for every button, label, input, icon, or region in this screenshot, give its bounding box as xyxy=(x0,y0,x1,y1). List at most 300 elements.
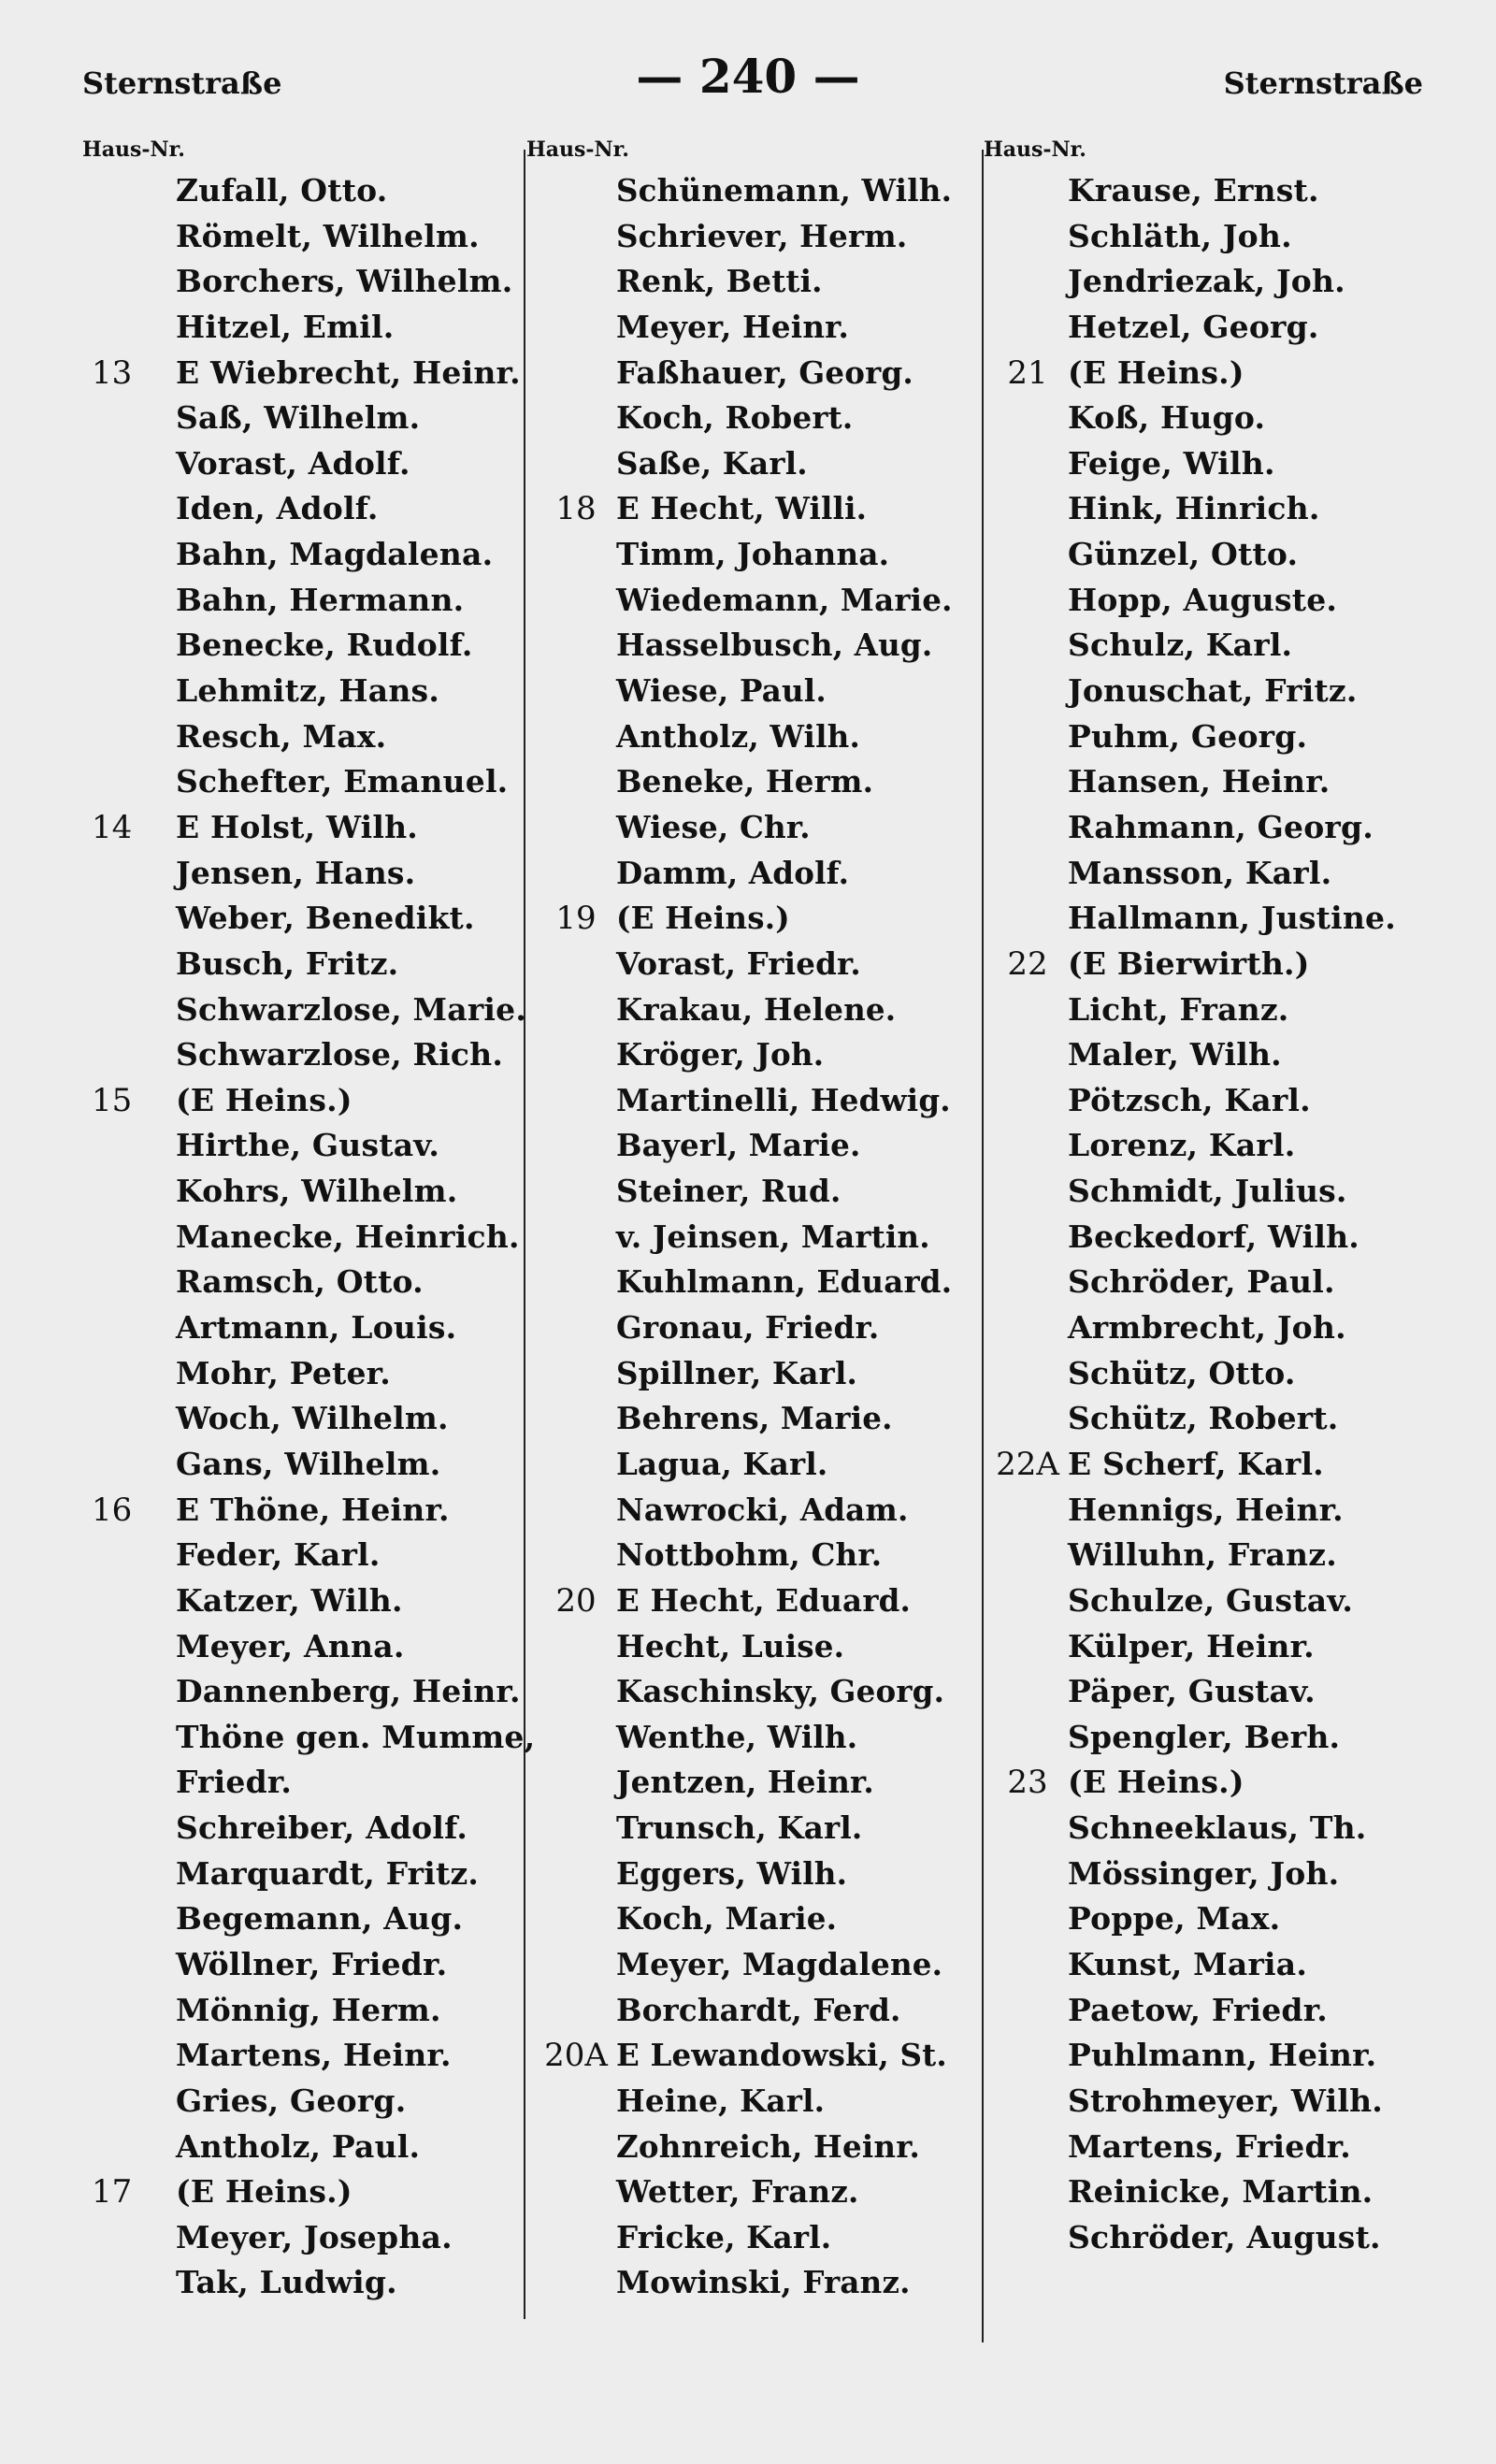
directory-entry xyxy=(987,1947,1446,1993)
directory-entry xyxy=(536,992,980,1038)
resident-name: Meyer, Anna. xyxy=(176,1627,405,1664)
resident-name: Hansen, Heinr. xyxy=(1068,763,1331,800)
resident-name: Saß, Wilhelm. xyxy=(176,399,421,437)
resident-name: Faßhauer, Georg. xyxy=(616,353,913,391)
directory-entry xyxy=(536,1810,980,1856)
directory-entry xyxy=(82,2129,529,2175)
resident-name: Schröder, Paul. xyxy=(1068,1263,1335,1301)
resident-name: Schwarzlose, Marie. xyxy=(176,990,527,1028)
directory-entry xyxy=(82,2220,529,2266)
resident-name: Meyer, Heinr. xyxy=(616,308,850,345)
resident-name: Schläth, Joh. xyxy=(1068,217,1292,254)
resident-name: Benecke, Rudolf. xyxy=(176,627,473,664)
resident-name: Hirthe, Gustav. xyxy=(176,1127,440,1164)
resident-name: Renk, Betti. xyxy=(616,263,823,300)
resident-name: Strohmeyer, Wilh. xyxy=(1068,2082,1383,2119)
resident-name: E Holst, Wilh. xyxy=(176,808,419,845)
resident-name: Borchers, Wilhelm. xyxy=(176,263,513,300)
resident-name: Gans, Wilhelm. xyxy=(176,1445,441,1482)
resident-name: (E Heins.) xyxy=(1068,353,1244,391)
resident-name: Artmann, Louis. xyxy=(176,1309,457,1347)
house-number: 16 xyxy=(92,1491,133,1529)
directory-entry xyxy=(536,491,980,537)
resident-name: Steiner, Rud. xyxy=(616,1173,842,1210)
resident-name: Reinicke, Martin. xyxy=(1068,2173,1374,2211)
directory-entry xyxy=(82,355,529,401)
directory-entry xyxy=(536,627,980,673)
resident-name: Gronau, Friedr. xyxy=(616,1309,880,1347)
directory-entry xyxy=(536,1219,980,1265)
directory-entry xyxy=(987,1674,1446,1720)
resident-name: Timm, Johanna. xyxy=(616,536,890,573)
directory-entry xyxy=(82,1447,529,1492)
directory-column-1 xyxy=(82,136,536,2311)
column-divider xyxy=(982,150,984,2342)
directory-entry xyxy=(536,764,980,810)
directory-entry xyxy=(82,1718,536,1765)
resident-name: Kuhlmann, Eduard. xyxy=(616,1263,953,1301)
directory-entry xyxy=(536,2038,980,2083)
directory-entry xyxy=(82,1356,529,1402)
resident-name: Wöllner, Friedr. xyxy=(176,1945,448,1982)
resident-name: Katzer, Wilh. xyxy=(176,1581,403,1619)
directory-entry xyxy=(987,1629,1446,1675)
resident-name: Krakau, Helene. xyxy=(616,990,897,1028)
directory-entry xyxy=(536,946,980,992)
resident-name: Kohrs, Wilhelm. xyxy=(176,1173,458,1210)
resident-name: Lorenz, Karl. xyxy=(1068,1127,1296,1164)
resident-name: Schünemann, Wilh. xyxy=(616,172,953,209)
house-number-label: Haus-Nr. xyxy=(984,137,1086,162)
resident-name: v. Jeinsen, Martin. xyxy=(616,1218,930,1255)
directory-entry xyxy=(987,1401,1446,1447)
directory-entry xyxy=(536,2220,980,2266)
directory-entry xyxy=(82,627,529,673)
resident-name: Zohnreich, Heinr. xyxy=(616,2127,921,2165)
directory-entry xyxy=(536,2129,980,2175)
directory-entry xyxy=(82,1264,529,1310)
resident-name: Hopp, Auguste. xyxy=(1068,581,1338,618)
resident-name: Külper, Heinr. xyxy=(1068,1627,1315,1664)
directory-entry xyxy=(987,1447,1446,1492)
resident-name: Vorast, Adolf. xyxy=(176,444,410,482)
resident-name: Tak, Ludwig. xyxy=(176,2264,397,2301)
directory-entry xyxy=(987,1492,1446,1538)
directory-entry xyxy=(987,1810,1446,1856)
resident-name: Wetter, Franz. xyxy=(616,2173,859,2211)
resident-name: Beckedorf, Wilh. xyxy=(1068,1218,1359,1255)
resident-name: Spengler, Berh. xyxy=(1068,1718,1341,1755)
resident-name: Jensen, Hans. xyxy=(176,854,416,891)
directory-entry xyxy=(987,1901,1446,1947)
resident-name: Saße, Karl. xyxy=(616,444,808,482)
house-number: 17 xyxy=(92,2173,133,2212)
directory-entry xyxy=(82,810,529,856)
resident-name: Hasselbusch, Aug. xyxy=(616,627,933,664)
resident-name: Eggers, Wilh. xyxy=(616,1854,848,1892)
resident-name: Schröder, August. xyxy=(1068,2218,1381,2255)
resident-name: Hink, Hinrich. xyxy=(1068,490,1320,527)
directory-entry xyxy=(536,2083,980,2129)
house-number: 14 xyxy=(92,808,133,846)
directory-column-3 xyxy=(984,136,1446,2265)
directory-entry xyxy=(82,446,529,492)
directory-entry xyxy=(82,946,529,992)
directory-entry xyxy=(987,946,1446,992)
resident-name: Begemann, Aug. xyxy=(176,1900,464,1938)
directory-entry xyxy=(536,1674,980,1720)
directory-entry xyxy=(82,1492,529,1538)
resident-name: Maler, Wilh. xyxy=(1068,1036,1282,1073)
directory-entry xyxy=(987,491,1446,537)
house-number: 13 xyxy=(92,353,133,392)
directory-entry xyxy=(536,1537,980,1583)
directory-entry xyxy=(82,1674,529,1720)
directory-entry xyxy=(987,355,1446,401)
resident-name: Lagua, Karl. xyxy=(616,1445,828,1482)
directory-entry xyxy=(82,1219,529,1265)
directory-entry xyxy=(536,1993,980,2039)
directory-entry xyxy=(536,1037,980,1083)
resident-name: Meyer, Magdalene. xyxy=(616,1945,943,1982)
resident-name: E Wiebrecht, Heinr. xyxy=(176,353,521,391)
resident-name: Hetzel, Georg. xyxy=(1068,308,1319,345)
resident-name: Beneke, Herm. xyxy=(616,763,874,800)
resident-name: Fricke, Karl. xyxy=(616,2218,832,2255)
directory-entry xyxy=(82,673,529,719)
resident-name: Poppe, Max. xyxy=(1068,1900,1281,1938)
resident-name: Wiedemann, Marie. xyxy=(616,581,953,618)
resident-name: Hennigs, Heinr. xyxy=(1068,1491,1344,1528)
directory-entry xyxy=(987,2174,1446,2220)
resident-name: Mohr, Peter. xyxy=(176,1354,391,1391)
resident-name: Marquardt, Fritz. xyxy=(176,1854,480,1892)
directory-entry xyxy=(82,901,529,946)
directory-entry xyxy=(82,1083,529,1129)
directory-entry xyxy=(536,719,980,765)
directory-entry xyxy=(536,1264,980,1310)
house-number: 22A xyxy=(996,1445,1059,1483)
directory-entry xyxy=(82,583,529,628)
directory-entry xyxy=(82,1537,529,1583)
resident-name: (E Bierwirth.) xyxy=(1068,944,1310,982)
directory-entry xyxy=(536,1401,980,1447)
resident-name: Busch, Fritz. xyxy=(176,944,399,982)
resident-name: Damm, Adolf. xyxy=(616,854,850,891)
house-number: 18 xyxy=(555,490,597,528)
resident-name: Behrens, Marie. xyxy=(616,1400,893,1437)
directory-entry xyxy=(536,2265,980,2311)
directory-entry xyxy=(536,1856,980,1902)
directory-entry xyxy=(82,264,529,310)
resident-name: Schmidt, Julius. xyxy=(1068,1173,1347,1210)
directory-entry xyxy=(987,446,1446,492)
resident-name: Vorast, Friedr. xyxy=(616,944,861,982)
resident-name: Antholz, Paul. xyxy=(176,2127,421,2165)
directory-entry xyxy=(536,1356,980,1402)
directory-entry xyxy=(987,1583,1446,1629)
directory-entry xyxy=(987,1174,1446,1219)
directory-entry xyxy=(82,219,529,265)
directory-entry xyxy=(536,310,980,355)
resident-name: Puhlmann, Heinr. xyxy=(1068,2037,1377,2074)
directory-entry xyxy=(987,1720,1446,1765)
resident-name: Jendriezak, Joh. xyxy=(1068,263,1345,300)
resident-name: Wiese, Chr. xyxy=(616,808,811,845)
directory-entry xyxy=(987,1037,1446,1083)
resident-name: Päper, Gustav. xyxy=(1068,1673,1316,1710)
directory-entry xyxy=(536,810,980,856)
directory-entry xyxy=(987,673,1446,719)
resident-name: Günzel, Otto. xyxy=(1068,536,1299,573)
house-number: 22 xyxy=(1007,944,1048,983)
directory-entry xyxy=(987,1310,1446,1356)
resident-name: Kunst, Maria. xyxy=(1068,1945,1308,1982)
resident-name: (E Heins.) xyxy=(176,2173,352,2211)
directory-entry xyxy=(536,1174,980,1219)
directory-entry xyxy=(536,400,980,446)
directory-entry xyxy=(536,1901,980,1947)
directory-entry xyxy=(987,2129,1446,2175)
directory-entry xyxy=(536,1310,980,1356)
directory-entry xyxy=(82,1993,529,2039)
directory-entry xyxy=(987,1765,1446,1810)
resident-name: Licht, Franz. xyxy=(1068,990,1289,1028)
resident-name: Schütz, Robert. xyxy=(1068,1400,1339,1437)
directory-entry xyxy=(987,1856,1446,1902)
resident-name: Pötzsch, Karl. xyxy=(1068,1081,1311,1118)
resident-name: Trunsch, Karl. xyxy=(616,1809,863,1847)
directory-entry xyxy=(536,1947,980,1993)
resident-name: Paetow, Friedr. xyxy=(1068,1991,1328,2028)
resident-name: Jentzen, Heinr. xyxy=(616,1764,874,1801)
resident-name: Nawrocki, Adam. xyxy=(616,1491,909,1528)
directory-entry xyxy=(536,173,980,219)
resident-name: Schefter, Emanuel. xyxy=(176,763,509,800)
resident-name: Kröger, Joh. xyxy=(616,1036,825,1073)
directory-entry xyxy=(82,1174,529,1219)
resident-name: Weber, Benedikt. xyxy=(176,900,475,937)
directory-entry xyxy=(536,673,980,719)
resident-name: Rahmann, Georg. xyxy=(1068,808,1374,845)
resident-name: E Lewandowski, St. xyxy=(616,2037,947,2074)
directory-entry xyxy=(536,901,980,946)
directory-entry xyxy=(536,856,980,901)
directory-entry xyxy=(82,1947,529,1993)
resident-name: Wiese, Paul. xyxy=(616,672,827,710)
resident-name: Woch, Wilhelm. xyxy=(176,1400,449,1437)
resident-name: Martens, Heinr. xyxy=(176,2037,452,2074)
resident-name: Schneeklaus, Th. xyxy=(1068,1809,1367,1847)
directory-entry xyxy=(82,719,529,765)
resident-name: Schütz, Otto. xyxy=(1068,1354,1296,1391)
house-number: 21 xyxy=(1007,353,1048,392)
street-name-right: Sternstraße xyxy=(1223,65,1423,101)
directory-entry xyxy=(82,1128,529,1174)
directory-entry xyxy=(82,310,529,355)
house-number-label: Haus-Nr. xyxy=(526,137,629,162)
resident-name: Borchardt, Ferd. xyxy=(616,1991,901,2028)
directory-entry xyxy=(82,491,529,537)
house-number: 20 xyxy=(555,1581,597,1620)
directory-entry xyxy=(536,2174,980,2220)
directory-entry xyxy=(987,219,1446,265)
resident-name: Ramsch, Otto. xyxy=(176,1263,424,1301)
resident-name: Hecht, Luise. xyxy=(616,1627,845,1664)
directory-entry xyxy=(82,1037,529,1083)
directory-entry xyxy=(536,1083,980,1129)
resident-name: Bahn, Magdalena. xyxy=(176,536,494,573)
resident-name: Feder, Karl. xyxy=(176,1536,381,1574)
resident-name: Manecke, Heinrich. xyxy=(176,1218,520,1255)
resident-name: Schulze, Gustav. xyxy=(1068,1581,1354,1619)
directory-entry xyxy=(987,2083,1446,2129)
house-number: 20A xyxy=(544,2037,608,2075)
resident-name: Krause, Ernst. xyxy=(1068,172,1319,209)
house-number: 15 xyxy=(92,1081,133,1119)
directory-entry xyxy=(82,1583,529,1629)
resident-name: Feige, Wilh. xyxy=(1068,444,1275,482)
resident-name: Martens, Friedr. xyxy=(1068,2127,1351,2165)
resident-name: Römelt, Wilhelm. xyxy=(176,217,480,254)
directory-entry xyxy=(536,1492,980,1538)
resident-name: (E Heins.) xyxy=(1068,1764,1244,1801)
resident-name: Spillner, Karl. xyxy=(616,1354,858,1391)
directory-entry xyxy=(82,1765,529,1810)
street-name-left: Sternstraße xyxy=(82,65,282,101)
resident-name: Koß, Hugo. xyxy=(1068,399,1266,437)
resident-name: Iden, Adolf. xyxy=(176,490,379,527)
resident-name: E Hecht, Eduard. xyxy=(616,1581,912,1619)
resident-name: E Thöne, Heinr. xyxy=(176,1491,450,1528)
resident-name: Hallmann, Justine. xyxy=(1068,900,1396,937)
resident-name: Kaschinsky, Georg. xyxy=(616,1673,945,1710)
directory-entry xyxy=(536,1128,980,1174)
resident-name: Zufall, Otto. xyxy=(176,172,388,209)
resident-name: Nottbohm, Chr. xyxy=(616,1536,883,1574)
resident-name: (E Heins.) xyxy=(176,1081,352,1118)
resident-name: Dannenberg, Heinr. xyxy=(176,1673,521,1710)
resident-name: Mönnig, Herm. xyxy=(176,1991,441,2028)
resident-name: Friedr. xyxy=(176,1764,293,1801)
directory-entry xyxy=(536,537,980,583)
directory-entry xyxy=(536,264,980,310)
resident-name: Bayerl, Marie. xyxy=(616,1127,861,1164)
directory-entry xyxy=(536,1720,980,1765)
directory-entry xyxy=(82,2083,529,2129)
resident-name: Martinelli, Hedwig. xyxy=(616,1081,951,1118)
directory-entry xyxy=(987,764,1446,810)
directory-entry xyxy=(987,1264,1446,1310)
directory-entry xyxy=(987,537,1446,583)
directory-entry xyxy=(987,1993,1446,2039)
directory-entry xyxy=(987,1356,1446,1402)
directory-entry xyxy=(536,1765,980,1810)
directory-entry xyxy=(82,537,529,583)
resident-name: Hitzel, Emil. xyxy=(176,308,395,345)
resident-name: Schulz, Karl. xyxy=(1068,627,1293,664)
directory-entry xyxy=(536,219,980,265)
directory-entry xyxy=(536,1583,980,1629)
resident-name: Bahn, Hermann. xyxy=(176,581,465,618)
page-number: — 240 — xyxy=(636,49,860,104)
directory-entry xyxy=(987,583,1446,628)
directory-entry xyxy=(82,1629,529,1675)
resident-name: Meyer, Josepha. xyxy=(176,2218,453,2255)
resident-name: Armbrecht, Joh. xyxy=(1068,1309,1346,1347)
directory-entry xyxy=(536,355,980,401)
directory-entry xyxy=(987,264,1446,310)
directory-entry xyxy=(82,2265,529,2311)
directory-entry xyxy=(82,400,529,446)
resident-name: Koch, Robert. xyxy=(616,399,854,437)
resident-name: Mansson, Karl. xyxy=(1068,854,1332,891)
resident-name: E Scherf, Karl. xyxy=(1068,1445,1324,1482)
directory-entry xyxy=(987,310,1446,355)
directory-entry xyxy=(987,2220,1446,2266)
directory-entry xyxy=(987,2038,1446,2083)
directory-entry xyxy=(987,901,1446,946)
directory-entry xyxy=(82,1856,529,1902)
resident-name: Lehmitz, Hans. xyxy=(176,672,440,710)
directory-entry xyxy=(987,1219,1446,1265)
resident-name: Thöne gen. Mumme, xyxy=(176,1718,536,1755)
directory-entry xyxy=(82,764,529,810)
resident-name: Schriever, Herm. xyxy=(616,217,908,254)
resident-name: (E Heins.) xyxy=(616,900,790,937)
house-number-label: Haus-Nr. xyxy=(82,137,185,162)
directory-entry xyxy=(536,1447,980,1492)
directory-entry xyxy=(82,2038,529,2083)
directory-entry xyxy=(82,1901,529,1947)
resident-name: Willuhn, Franz. xyxy=(1068,1536,1337,1574)
directory-entry xyxy=(82,1810,529,1856)
resident-name: Puhm, Georg. xyxy=(1068,717,1308,755)
directory-entry xyxy=(82,173,529,219)
resident-name: Mowinski, Franz. xyxy=(616,2264,911,2301)
directory-entry xyxy=(82,1310,529,1356)
directory-entry xyxy=(536,1629,980,1675)
directory-entry xyxy=(987,992,1446,1038)
resident-name: Gries, Georg. xyxy=(176,2082,407,2119)
resident-name: Resch, Max. xyxy=(176,717,387,755)
directory-entry xyxy=(987,719,1446,765)
directory-entry xyxy=(987,627,1446,673)
resident-name: Koch, Marie. xyxy=(616,1900,838,1938)
resident-name: Mössinger, Joh. xyxy=(1068,1854,1340,1892)
resident-name: E Hecht, Willi. xyxy=(616,490,868,527)
directory-entry xyxy=(987,400,1446,446)
directory-entry xyxy=(987,1128,1446,1174)
house-number: 19 xyxy=(555,900,597,938)
resident-name: Schwarzlose, Rich. xyxy=(176,1036,504,1073)
directory-entry xyxy=(536,446,980,492)
resident-name: Antholz, Wilh. xyxy=(616,717,860,755)
directory-entry xyxy=(82,1401,529,1447)
resident-name: Schreiber, Adolf. xyxy=(176,1809,468,1847)
directory-column-2 xyxy=(526,136,980,2311)
directory-entry xyxy=(987,1537,1446,1583)
resident-name: Heine, Karl. xyxy=(616,2082,826,2119)
resident-name: Wenthe, Wilh. xyxy=(616,1718,858,1755)
directory-entry xyxy=(987,1083,1446,1129)
resident-name: Jonuschat, Fritz. xyxy=(1068,672,1358,710)
directory-entry xyxy=(82,2174,529,2220)
directory-entry xyxy=(536,583,980,628)
directory-entry xyxy=(987,173,1446,219)
directory-entry xyxy=(987,810,1446,856)
directory-entry xyxy=(82,856,529,901)
